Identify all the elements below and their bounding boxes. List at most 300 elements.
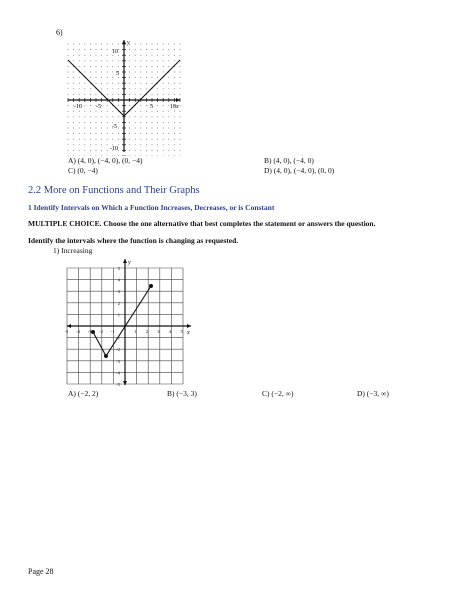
- grid-dot: [146, 111, 147, 112]
- grid-dot: [129, 77, 130, 78]
- grid-dot: [157, 122, 158, 123]
- grid-dot: [90, 60, 91, 61]
- grid-dot: [79, 116, 80, 117]
- grid-dot: [90, 72, 91, 73]
- grid-dot: [101, 116, 102, 117]
- grid-dot: [152, 150, 153, 151]
- grid-dot: [174, 128, 175, 129]
- grid-dot: [79, 144, 80, 145]
- grid-dot: [163, 150, 164, 151]
- q6-answer-c[interactable]: C) (0, −4): [68, 166, 98, 175]
- grid-dot: [140, 66, 141, 67]
- grid-dot: [101, 72, 102, 73]
- grid-dot: [146, 55, 147, 56]
- q1-answer-c[interactable]: C) (−2, ∞): [262, 389, 294, 398]
- grid-dot: [107, 150, 108, 151]
- grid-dot: [90, 133, 91, 134]
- grid-dot: [129, 94, 130, 95]
- grid-dot: [79, 77, 80, 78]
- grid-dot: [129, 72, 130, 73]
- x-tick-label: 4: [168, 329, 172, 334]
- grid-dot: [163, 144, 164, 145]
- grid-dot: [84, 72, 85, 73]
- grid-dot: [168, 116, 169, 117]
- question-6-graph: [64, 36, 184, 156]
- grid-dot: [163, 66, 164, 67]
- grid-dot: [73, 94, 74, 95]
- grid-dot: [73, 144, 74, 145]
- grid-dot: [129, 144, 130, 145]
- grid-dot: [174, 60, 175, 61]
- grid-dot: [157, 49, 158, 50]
- grid-dot: [107, 49, 108, 50]
- grid-dot: [118, 133, 119, 134]
- y-axis-arrow-icon: [122, 40, 126, 44]
- grid-dot: [146, 128, 147, 129]
- grid-dot: [90, 150, 91, 151]
- grid-dot: [101, 144, 102, 145]
- grid-dot: [152, 83, 153, 84]
- grid-dot: [180, 105, 181, 106]
- grid-dot: [79, 150, 80, 151]
- grid-dot: [79, 128, 80, 129]
- grid-dot: [140, 139, 141, 140]
- grid-dot: [146, 72, 147, 73]
- tick-label-x-neg10: -10: [74, 104, 82, 110]
- grid-dot: [96, 83, 97, 84]
- tick-label-x-10: 10: [170, 104, 176, 110]
- grid-dot: [174, 88, 175, 89]
- grid-dot: [168, 83, 169, 84]
- grid-dot: [96, 133, 97, 134]
- grid-dot: [135, 150, 136, 151]
- grid-dot: [90, 139, 91, 140]
- grid-dot: [135, 128, 136, 129]
- grid-dot: [96, 49, 97, 50]
- grid-dot: [168, 66, 169, 67]
- grid-dot: [140, 144, 141, 145]
- grid-dot: [146, 139, 147, 140]
- tick-label-y-neg5: -5: [112, 124, 117, 130]
- grid-dot: [180, 88, 181, 89]
- grid-dot: [135, 83, 136, 84]
- tick-label-y-5: 5: [116, 71, 119, 77]
- grid-dot: [163, 116, 164, 117]
- grid-dot: [157, 111, 158, 112]
- identify-instruction: Identify the intervals where the function is changing as requested.: [28, 236, 239, 245]
- y-tick-label: -5: [116, 382, 120, 387]
- grid-dot: [107, 133, 108, 134]
- objective-heading: 1 Identify Intervals on Which a Function Increases, Decreases, or is Constant: [28, 203, 275, 212]
- grid-dot: [157, 88, 158, 89]
- grid-dot: [90, 49, 91, 50]
- grid-dot: [168, 111, 169, 112]
- grid-dot: [129, 88, 130, 89]
- grid-dot: [73, 150, 74, 151]
- grid-dot: [146, 144, 147, 145]
- grid-dot: [174, 122, 175, 123]
- question-1-graph: [64, 256, 194, 388]
- grid-dot: [68, 139, 69, 140]
- multiple-choice-instruction: MULTIPLE CHOICE. Choose the one alternative that best completes the statement or answers the question.: [28, 219, 376, 228]
- grid-dot: [68, 133, 69, 134]
- grid-dot: [112, 83, 113, 84]
- y-tick-label: -2: [116, 347, 120, 353]
- grid-dot: [152, 55, 153, 56]
- grid-dot: [90, 128, 91, 129]
- grid-dot: [90, 144, 91, 145]
- y-axis-down-arrow-icon: [123, 381, 127, 385]
- grid-dot: [68, 72, 69, 73]
- grid-dot: [129, 55, 130, 56]
- grid-dot: [174, 133, 175, 134]
- q6-answer-d[interactable]: D) (4, 0), (−4, 0), (0, 0): [264, 166, 335, 175]
- y-tick-label: -3: [116, 358, 120, 364]
- grid-dot: [101, 133, 102, 134]
- grid-dot: [174, 150, 175, 151]
- grid-dot: [163, 94, 164, 95]
- grid-dot: [174, 49, 175, 50]
- grid-dot: [135, 72, 136, 73]
- grid-dot: [168, 122, 169, 123]
- question-6-number: 6): [56, 28, 63, 37]
- grid-dot: [101, 122, 102, 123]
- grid-dot: [96, 66, 97, 67]
- grid-dot: [79, 111, 80, 112]
- grid-dot: [152, 94, 153, 95]
- grid-dot: [140, 133, 141, 134]
- grid-dot: [157, 44, 158, 45]
- grid-dot: [180, 133, 181, 134]
- grid-dot: [118, 105, 119, 106]
- y-axis-arrow-icon: [123, 259, 127, 263]
- grid-dot: [163, 139, 164, 140]
- q1-answer-b[interactable]: B) (−3, 3): [167, 389, 197, 398]
- grid-dot: [84, 111, 85, 112]
- grid-dot: [174, 94, 175, 95]
- q1-answer-d[interactable]: D) (−3, ∞): [357, 389, 389, 398]
- grid-dot: [101, 83, 102, 84]
- grid-dot: [107, 139, 108, 140]
- grid-dot: [68, 116, 69, 117]
- grid-dot: [140, 44, 141, 45]
- grid-dot: [118, 55, 119, 56]
- grid-dot: [157, 94, 158, 95]
- question-1-prompt: 1) Increasing: [53, 246, 93, 255]
- grid-dot: [68, 128, 69, 129]
- grid-dot: [140, 49, 141, 50]
- grid-dot: [79, 133, 80, 134]
- grid-dot: [84, 88, 85, 89]
- grid-dot: [180, 94, 181, 95]
- grid-dot: [112, 66, 113, 67]
- grid-dot: [96, 94, 97, 95]
- grid-dot: [180, 77, 181, 78]
- grid-dot: [68, 105, 69, 106]
- grid-dot: [68, 49, 69, 50]
- grid-dot: [118, 49, 119, 50]
- grid-dot: [112, 116, 113, 117]
- grid-dot: [84, 55, 85, 56]
- grid-dot: [152, 133, 153, 134]
- grid-dot: [180, 49, 181, 50]
- grid-dot: [73, 128, 74, 129]
- grid-dot: [79, 139, 80, 140]
- grid-dot: [163, 44, 164, 45]
- grid-dot: [152, 77, 153, 78]
- grid-dot: [84, 144, 85, 145]
- grid-dot: [118, 139, 119, 140]
- grid-dot: [112, 139, 113, 140]
- grid-dot: [84, 66, 85, 67]
- graph-point-end: [149, 284, 153, 288]
- grid-dot: [107, 72, 108, 73]
- grid-dot: [107, 77, 108, 78]
- grid-dot: [140, 55, 141, 56]
- y-tick-label: -4: [116, 370, 120, 376]
- grid-dot: [84, 128, 85, 129]
- grid-dot: [73, 44, 74, 45]
- grid-dot: [73, 122, 74, 123]
- grid-dot: [174, 77, 175, 78]
- grid-dot: [174, 111, 175, 112]
- grid-dot: [96, 116, 97, 117]
- grid-dot: [163, 60, 164, 61]
- grid-dot: [107, 105, 108, 106]
- grid-dot: [107, 111, 108, 112]
- grid-dot: [157, 116, 158, 117]
- grid-dot: [168, 49, 169, 50]
- grid-dot: [101, 128, 102, 129]
- grid-dot: [146, 133, 147, 134]
- grid-dot: [174, 44, 175, 45]
- grid-dot: [101, 60, 102, 61]
- grid-dot: [118, 116, 119, 117]
- tick-label-y-neg10: -10: [110, 146, 118, 152]
- grid-dot: [79, 55, 80, 56]
- grid-dot: [112, 44, 113, 45]
- grid-dot: [140, 105, 141, 106]
- grid-dot: [101, 111, 102, 112]
- grid-dot: [157, 133, 158, 134]
- grid-dot: [96, 128, 97, 129]
- x-tick-label: 1: [134, 329, 137, 334]
- grid-dot: [101, 49, 102, 50]
- page-number: Page 28: [28, 567, 54, 576]
- grid-dot: [101, 139, 102, 140]
- grid-dot: [180, 144, 181, 145]
- grid-dot: [101, 77, 102, 78]
- grid-dot: [96, 60, 97, 61]
- grid-dot: [157, 150, 158, 151]
- tick-label-y-10: 10: [112, 49, 118, 55]
- grid-dot: [163, 83, 164, 84]
- grid-dot: [96, 44, 97, 45]
- grid-dot: [135, 122, 136, 123]
- y-tick-label: 4: [117, 277, 120, 283]
- grid-dot: [129, 139, 130, 140]
- grid-dot: [73, 55, 74, 56]
- grid-dot: [146, 66, 147, 67]
- grid-dot: [146, 83, 147, 84]
- grid-dot: [180, 55, 181, 56]
- grid-dot: [84, 133, 85, 134]
- grid-dot: [168, 144, 169, 145]
- grid-dot: [112, 94, 113, 95]
- grid-dot: [107, 94, 108, 95]
- grid-dot: [163, 133, 164, 134]
- grid-dot: [135, 77, 136, 78]
- grid-dot: [180, 72, 181, 73]
- grid-dot: [163, 122, 164, 123]
- grid-dot: [90, 116, 91, 117]
- grid-dot: [129, 150, 130, 151]
- grid-dot: [101, 66, 102, 67]
- q6-answer-a[interactable]: A) (4, 0), (−4, 0), (0, −4): [68, 156, 143, 165]
- grid-dot: [140, 116, 141, 117]
- grid-dot: [140, 94, 141, 95]
- grid-dot: [84, 83, 85, 84]
- x-tick-label: -4: [76, 329, 80, 334]
- grid-dot: [140, 83, 141, 84]
- grid-dot: [146, 88, 147, 89]
- grid-dot: [101, 88, 102, 89]
- x-tick-label: -2: [99, 329, 104, 334]
- grid-dot: [107, 88, 108, 89]
- grid-dot: [152, 116, 153, 117]
- graph-point-minimum: [104, 354, 108, 358]
- grid-dot: [84, 60, 85, 61]
- grid-dot: [135, 116, 136, 117]
- grid-dot: [96, 139, 97, 140]
- grid-dot: [129, 128, 130, 129]
- grid-dot: [168, 44, 169, 45]
- grid-dot: [157, 60, 158, 61]
- q6-answer-b[interactable]: B) (4, 0), (−4, 0): [264, 156, 314, 165]
- grid-dot: [68, 144, 69, 145]
- grid-dot: [152, 66, 153, 67]
- grid-dot: [79, 94, 80, 95]
- y-axis-label: y: [128, 260, 131, 266]
- grid-dot: [79, 122, 80, 123]
- grid-dot: [73, 60, 74, 61]
- grid-dot: [68, 77, 69, 78]
- grid-dot: [112, 88, 113, 89]
- grid-dot: [129, 66, 130, 67]
- grid-dot: [68, 83, 69, 84]
- grid-dot: [180, 139, 181, 140]
- grid-dot: [157, 77, 158, 78]
- grid-dot: [90, 88, 91, 89]
- grid-dot: [140, 72, 141, 73]
- grid-dot: [68, 88, 69, 89]
- grid-dot: [68, 150, 69, 151]
- tick-label-x-neg5: -5: [96, 104, 101, 110]
- grid-dot: [107, 122, 108, 123]
- y-tick-label: 1: [117, 312, 120, 318]
- grid-dot: [180, 44, 181, 45]
- grid-dot: [157, 66, 158, 67]
- grid-dot: [73, 49, 74, 50]
- grid-dot: [118, 44, 119, 45]
- grid-dot: [79, 60, 80, 61]
- grid-dot: [135, 55, 136, 56]
- grid-dot: [152, 144, 153, 145]
- grid-dot: [135, 94, 136, 95]
- x-axis-arrow-icon: [187, 324, 191, 328]
- grid-dot: [174, 83, 175, 84]
- grid-dot: [168, 133, 169, 134]
- grid-dot: [135, 139, 136, 140]
- grid-dot: [174, 55, 175, 56]
- tick-label-x-5: 5: [150, 104, 153, 110]
- x-tick-label: 2: [145, 329, 148, 334]
- grid-dot: [146, 49, 147, 50]
- grid-dot: [68, 111, 69, 112]
- grid-dot: [90, 66, 91, 67]
- grid-dot: [129, 49, 130, 50]
- grid-dot: [107, 55, 108, 56]
- grid-dot: [96, 77, 97, 78]
- grid-dot: [152, 72, 153, 73]
- grid-dot: [180, 122, 181, 123]
- y-tick-label: 3: [117, 289, 120, 295]
- grid-dot: [84, 116, 85, 117]
- x-axis-arrow-icon: [176, 98, 180, 102]
- grid-dot: [118, 66, 119, 67]
- grid-dot: [84, 150, 85, 151]
- grid-dot: [140, 60, 141, 61]
- grid-dot: [140, 122, 141, 123]
- grid-dot: [174, 144, 175, 145]
- grid-dot: [118, 94, 119, 95]
- grid-dot: [101, 44, 102, 45]
- section-title: 2.2 More on Functions and Their Graphs: [28, 185, 200, 196]
- grid-dot: [168, 128, 169, 129]
- grid-dot: [112, 72, 113, 73]
- grid-dot: [152, 60, 153, 61]
- grid-dot: [163, 72, 164, 73]
- grid-dot: [84, 94, 85, 95]
- grid-dot: [135, 133, 136, 134]
- grid-dot: [84, 49, 85, 50]
- grid-dot: [168, 94, 169, 95]
- grid-dot: [68, 66, 69, 67]
- grid-dot: [101, 55, 102, 56]
- grid-dot: [140, 111, 141, 112]
- grid-dot: [73, 111, 74, 112]
- grid-dot: [135, 49, 136, 50]
- y-tick-label: 5: [117, 266, 120, 271]
- grid-dot: [168, 139, 169, 140]
- grid-dot: [129, 133, 130, 134]
- grid-dot: [157, 144, 158, 145]
- grid-dot: [118, 128, 119, 129]
- grid-dot: [112, 111, 113, 112]
- grid-dot: [73, 116, 74, 117]
- grid-dot: [68, 122, 69, 123]
- grid-dot: [107, 44, 108, 45]
- grid-dot: [101, 150, 102, 151]
- q1-answer-a[interactable]: A) (−2, 2): [68, 389, 99, 398]
- grid-dot: [112, 133, 113, 134]
- grid-dot: [96, 122, 97, 123]
- grid-dot: [90, 122, 91, 123]
- grid-dot: [157, 105, 158, 106]
- y-axis-label: y: [127, 40, 130, 46]
- grid-dot: [68, 55, 69, 56]
- grid-dot: [146, 116, 147, 117]
